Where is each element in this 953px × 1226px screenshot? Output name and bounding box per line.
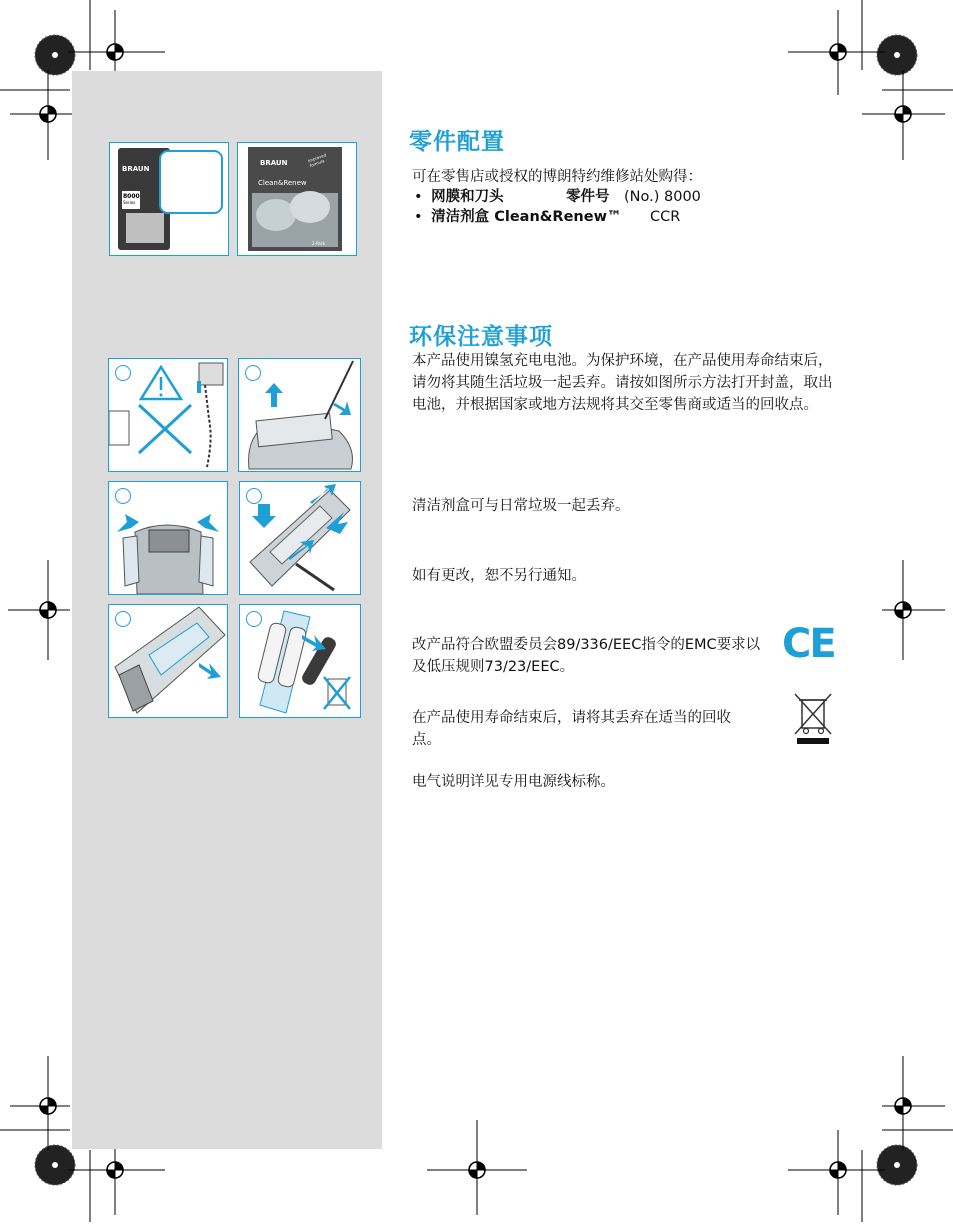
weee-crossed-bin-icon	[793, 690, 833, 746]
ce-mark-icon	[782, 622, 838, 666]
part-label: 零件号	[566, 189, 610, 205]
electrical-spec-text: 电气说明详见专用电源线标称。	[412, 774, 615, 790]
step-marker	[246, 611, 262, 627]
parts-heading: 零件配置	[409, 129, 505, 155]
step-marker	[115, 611, 131, 627]
product2-badge: Improved formula	[307, 152, 327, 169]
step-5-pcb-illustration	[108, 604, 228, 718]
parts-intro: 可在零售店或授权的博朗特约维修站处购得：	[412, 169, 702, 185]
step-marker	[115, 365, 131, 381]
foil-cutter-product-photo	[109, 142, 229, 256]
step-6-battery-disposal-illustration	[239, 604, 361, 718]
parts-item-foil	[414, 186, 774, 208]
step-marker	[115, 488, 131, 504]
product-brand: BRAUN	[122, 165, 150, 173]
part-name: 清洁剂盒 Clean&Renew™	[431, 209, 622, 225]
product2-pack: 2-Pack	[312, 241, 326, 246]
change-notice-text: 如有更改，恕不另行通知。	[412, 568, 586, 584]
bullet: •	[414, 189, 423, 205]
product2-brand: BRAUN	[260, 159, 288, 167]
step-marker	[245, 365, 261, 381]
part-name: 网膜和刀头	[431, 189, 504, 205]
ce-compliance-text: 改产品符合欧盟委员会89/336/EEC指令的EMC要求以及低压规则73/23/EEC。	[412, 637, 761, 675]
environment-paragraph: 本产品使用镍氢充电电池。为保护环境，在产品使用寿命结束后，请勿将其随生活垃圾一起丢弃。请按如图所示方法打开封盖，取出电池，并根据国家或地方法规将其交至零售商或适当的回收点。	[412, 353, 833, 413]
clean-renew-product-photo	[237, 142, 357, 256]
product2-name: Clean&Renew	[258, 179, 307, 187]
part-number: CCR	[650, 209, 681, 225]
part-number: (No.) 8000	[624, 189, 701, 205]
step-2-open-illustration	[238, 358, 361, 472]
bullet: •	[414, 209, 423, 225]
step-marker	[246, 488, 262, 504]
weee-disposal-text: 在产品使用寿命结束后，请将其丢弃在适当的回收点。	[412, 710, 731, 748]
step-3-remove-cover-illustration	[108, 481, 228, 595]
cartridge-disposal-text: 清洁剂盒可与日常垃圾一起丢弃。	[412, 498, 630, 514]
environment-heading: 环保注意事项	[409, 324, 553, 350]
product-model: 8000	[123, 193, 140, 200]
ce-mark-label: CE	[782, 621, 835, 667]
step-1-unplug-illustration	[108, 358, 228, 472]
parts-item-cartridge	[414, 206, 774, 228]
step-4-unscrew-illustration	[239, 481, 361, 595]
product-series: Series	[123, 200, 136, 205]
